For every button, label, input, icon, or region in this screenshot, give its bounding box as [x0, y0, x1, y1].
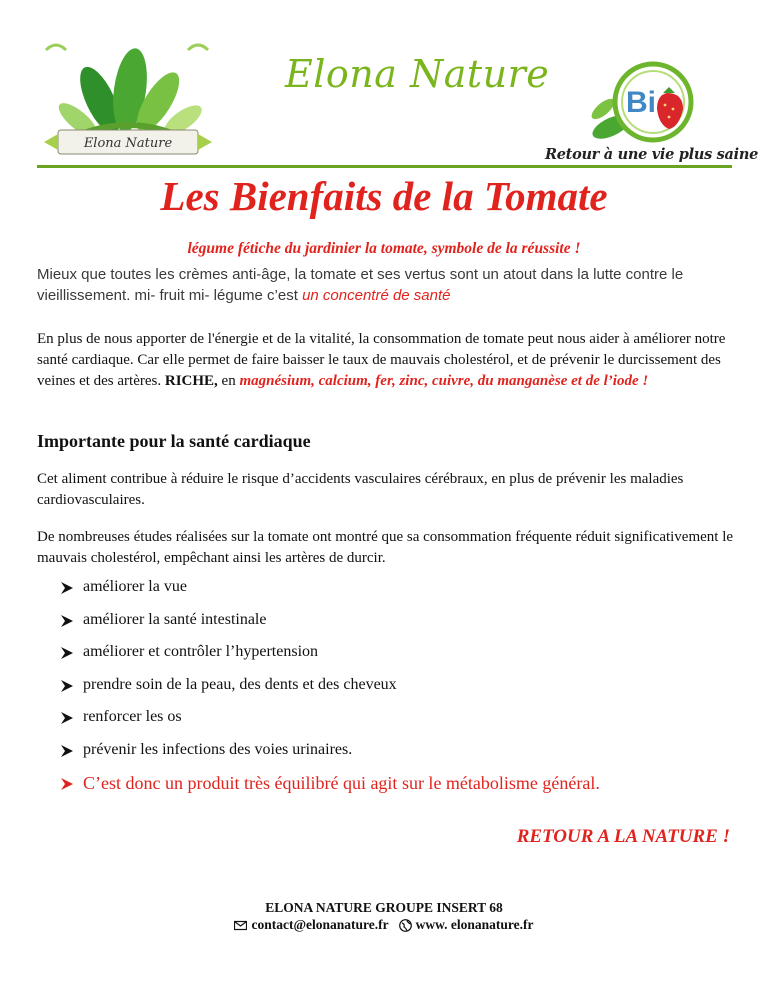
list-item: prévenir les infections des voies urinaires.	[60, 741, 600, 774]
arrow-bullet-icon	[60, 646, 74, 660]
closing-slogan: RETOUR A LA NATURE !	[516, 826, 730, 847]
minerals-list: magnésium, calcium, fer, zinc, cuivre, du manganèse et de l’iode !	[239, 373, 649, 389]
bio-badge	[583, 57, 715, 152]
energy-paragraph	[37, 329, 737, 392]
avc-paragraph: Cet aliment contribue à réduire le risque d’accidents vasculaires cérébraux, en plus de prévenir les maladies cardiovasculaires.	[37, 471, 684, 508]
arrow-bullet-icon	[60, 581, 74, 595]
arrow-bullet-icon	[60, 614, 74, 628]
website-link[interactable]: www. elonanature.fr	[415, 917, 534, 932]
list-item: prendre soin de la peau, des dents et des cheveux	[60, 676, 600, 709]
intro-text: Mieux que toutes les crèmes anti-âge, la tomate et ses vertus sont un atout dans la lutte contre le vieillissement. mi- fruit mi- légume c’est	[37, 266, 684, 304]
mail-icon	[234, 919, 247, 932]
list-item: améliorer la vue	[60, 578, 600, 611]
energy-text: En plus de nous apporter de l'énergie et de la vitalité, la consommation de tomate peut nous aider à améliorer notre santé cardiaque. Car elle permet de faire baisser le taux de mauvais cholestérol, et de prévenir le durcissement des veines et des artères.	[37, 331, 726, 389]
arrow-bullet-icon	[60, 744, 74, 758]
brand-title: Elona Nature	[285, 52, 550, 96]
leaf-icon	[46, 45, 208, 142]
arrow-bullet-icon	[60, 679, 74, 693]
footer-company: ELONA NATURE GROUPE INSERT 68	[265, 900, 503, 915]
header-divider	[37, 165, 732, 168]
en-word: en	[217, 373, 240, 389]
footer-contact	[0, 917, 768, 933]
subtitle: légume fétiche du jardinier la tomate, symbole de la réussite !	[187, 240, 581, 257]
email-link[interactable]: contact@elonanature.fr	[251, 917, 389, 932]
arrow-bullet-icon	[60, 777, 74, 791]
page-title: Les Bienfaits de la Tomate	[160, 173, 608, 219]
list-item: renforcer les os	[60, 708, 600, 741]
globe-icon	[399, 919, 412, 932]
list-item: améliorer et contrôler l’hypertension	[60, 643, 600, 676]
badge-text: Bi	[626, 86, 656, 119]
section-heading: Importante pour la santé cardiaque	[37, 431, 311, 451]
elona-nature-logo	[38, 30, 218, 170]
list-item: C’est donc un produit très équilibré qui agit sur le métabolisme général.	[60, 773, 600, 806]
intro-highlight: un concentré de santé	[302, 287, 451, 304]
cholesterol-paragraph: De nombreuses études réalisées sur la tomate ont montré que sa consommation fréquente réduit significativement le mauvais cholestérol, empêchant ainsi les artères de durcir.	[37, 529, 734, 566]
list-item: améliorer la santé intestinale	[60, 611, 600, 644]
tagline: Retour à une vie plus saine	[545, 146, 759, 163]
arrow-bullet-icon	[60, 711, 74, 725]
intro-paragraph	[37, 264, 737, 306]
riche-label: RICHE,	[164, 373, 218, 389]
benefits-list	[60, 578, 600, 806]
logo-label: Elona Nature	[83, 136, 173, 151]
